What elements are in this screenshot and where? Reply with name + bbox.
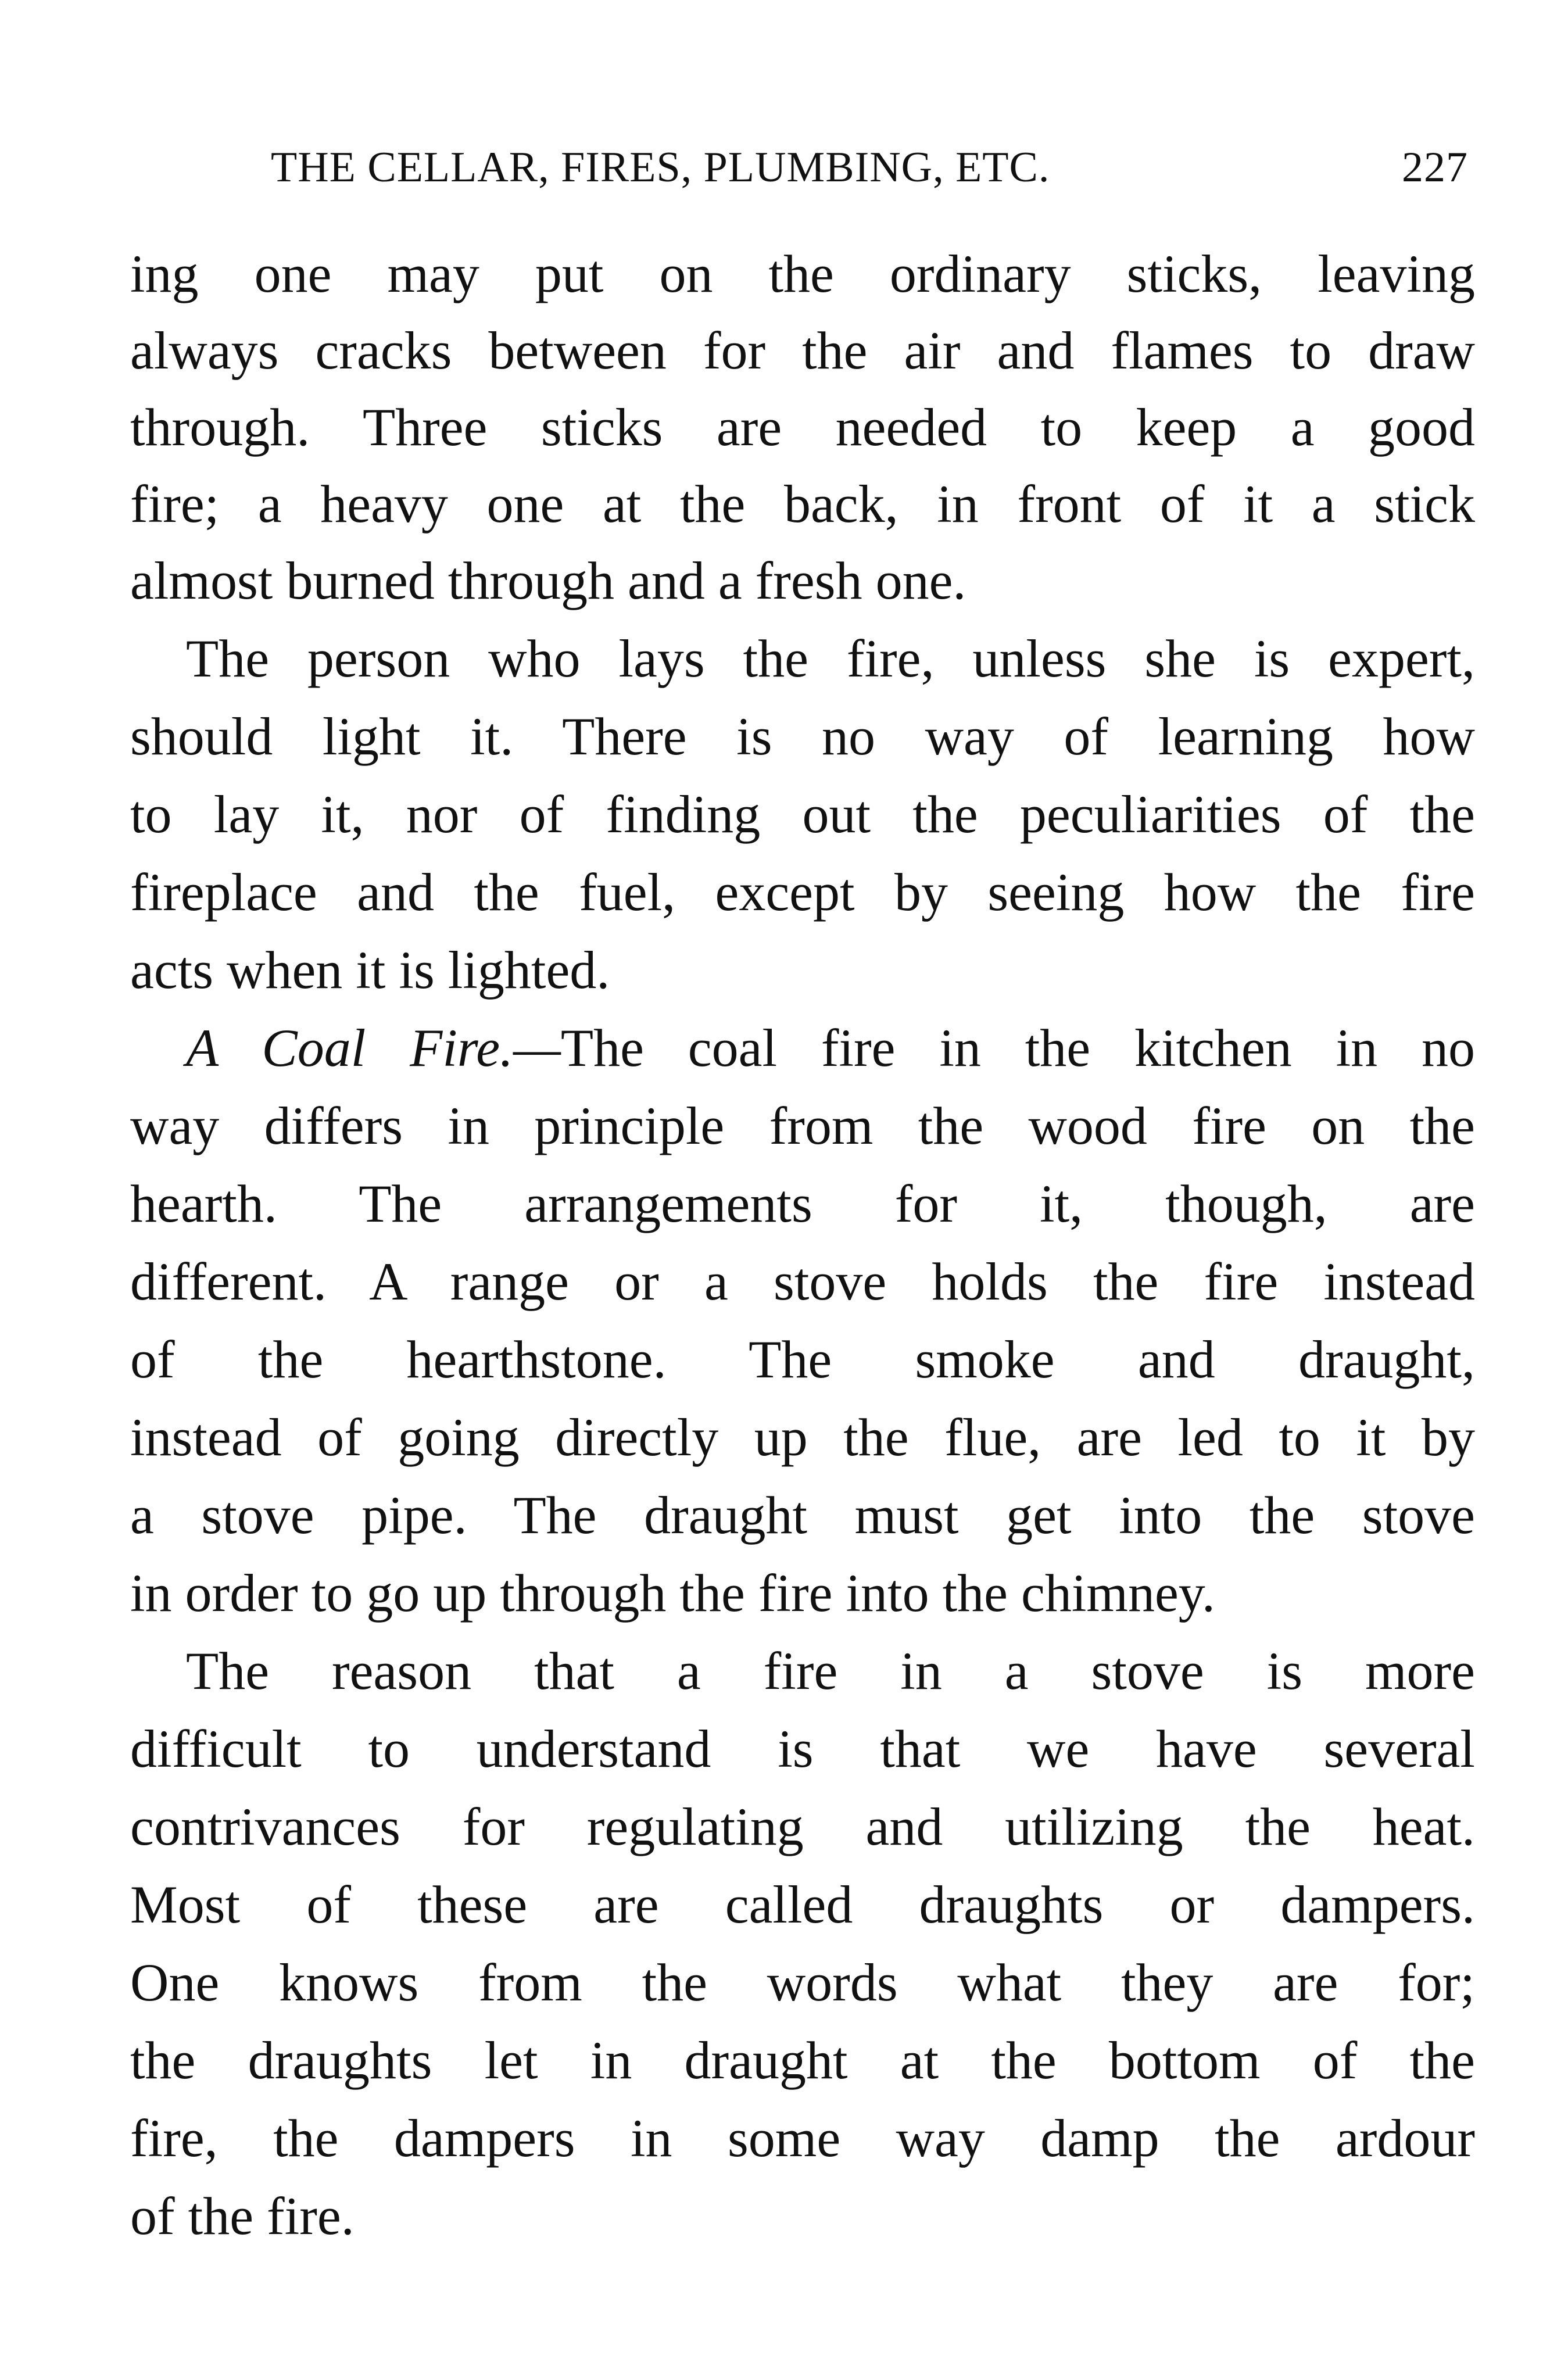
text-line-20: difficult to understand is that we have several — [130, 1719, 1475, 1778]
text-line-11-body: The coal fire in the kitchen in no — [560, 1018, 1475, 1077]
text-line-16: instead of going directly up the flue, are led to it by — [130, 1408, 1475, 1467]
text-line-21: contrivances for regulating and utilizing the heat. — [130, 1797, 1475, 1856]
text-line-17: a stove pipe. The draught must get into the stove — [130, 1485, 1475, 1545]
text-line-25: fire, the dampers in some way damp the ardour — [130, 2108, 1475, 2168]
text-line-2: always cracks between for the air and flames to draw — [130, 321, 1475, 380]
text-line-11 — [186, 1009, 1475, 1087]
text-line-19: The reason that a fire in a stove is more — [186, 1641, 1475, 1701]
text-line-8: to lay it, nor of finding out the peculiarities of the — [130, 785, 1475, 844]
text-line-24: the draughts let in draught at the bottom of the — [130, 2031, 1475, 2090]
coal-fire-heading: A Coal Fire.— — [186, 1018, 561, 1077]
text-line-4: fire; a heavy one at the back, in front of it a stick — [130, 474, 1475, 534]
text-line-22: Most of these are called draughts or dampers. — [130, 1875, 1475, 1934]
text-line-15: of the hearthstone. The smoke and draught, — [130, 1330, 1475, 1389]
running-head-title: THE CELLAR, FIRES, PLUMBING, ETC. — [271, 144, 1050, 191]
text-line-12: way differs in principle from the wood fire on the — [130, 1096, 1475, 1155]
text-line-23: One knows from the words what they are for; — [130, 1953, 1475, 2012]
text-line-7: should light it. There is no way of learning how — [130, 707, 1475, 766]
running-head — [271, 138, 1468, 196]
text-line-18: in order to go up through the fire into the chimney. — [130, 1563, 1215, 1623]
text-line-6: The person who lays the fire, unless she is expert, — [186, 629, 1475, 688]
text-line-10: acts when it is lighted. — [130, 940, 610, 1000]
text-line-1: ing one may put on the ordinary sticks, leaving — [130, 244, 1475, 303]
page-number: 227 — [1402, 144, 1468, 191]
text-line-26: of the fire. — [130, 2186, 355, 2246]
text-line-14: different. A range or a stove holds the fire instead — [130, 1252, 1475, 1311]
text-line-9: fireplace and the fuel, except by seeing how the fire — [130, 862, 1475, 922]
text-line-3: through. Three sticks are needed to keep a good — [130, 398, 1475, 457]
text-line-13: hearth. The arrangements for it, though, are — [130, 1174, 1475, 1233]
text-line-5: almost burned through and a fresh one. — [130, 551, 966, 610]
